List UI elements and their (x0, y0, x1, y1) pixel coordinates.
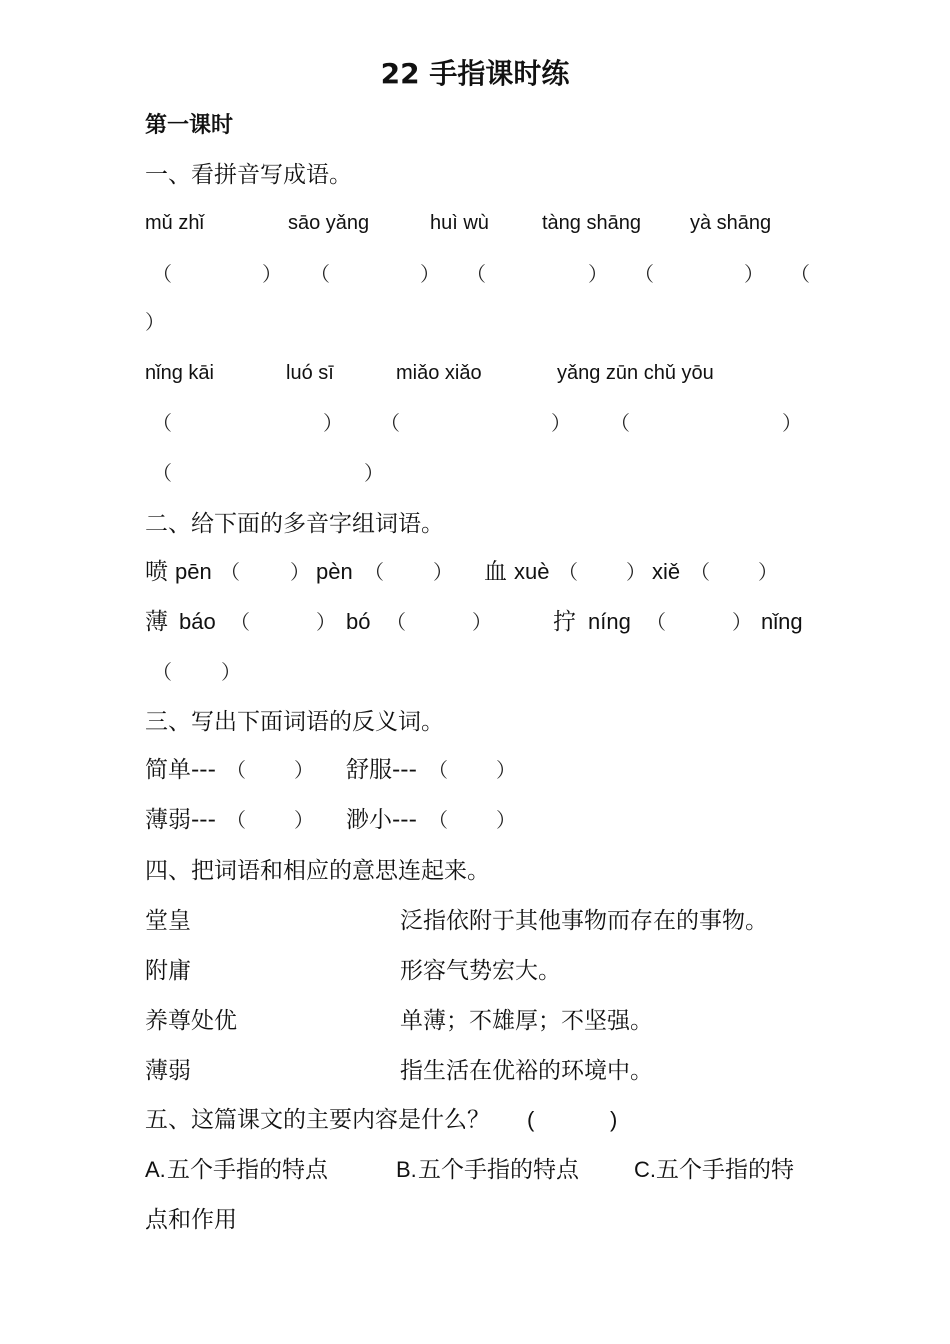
answer-blank-open: （ (226, 808, 246, 832)
answer-blank-open: （ (220, 560, 240, 584)
match-meaning: 泛指依附于其他事物而存在的事物。 (400, 908, 768, 934)
answer-blank-close: ） (290, 560, 310, 584)
answer-blank-open: （ (226, 758, 246, 782)
answer-blank-open: （ (466, 262, 486, 286)
pinyin-ning1: níng (588, 609, 631, 634)
option-c-letter: C. (634, 1157, 656, 1182)
answer-blank-open: （ (152, 411, 172, 435)
match-meaning: 单薄；不雄厚；不坚强。 (400, 1008, 653, 1034)
pinyin-pen2: pèn (316, 559, 353, 584)
answer-blank-close: ） (472, 610, 492, 634)
answer-blank-open: （ (610, 411, 630, 435)
pinyin-huiwu: huì wù (430, 212, 489, 234)
answer-blank-close: ） (294, 758, 314, 782)
pinyin-ningkai: nǐng kāi (145, 362, 214, 384)
answer-blank-open: （ (790, 262, 810, 286)
answer-blank-open: （ (230, 610, 250, 634)
answer-blank-open: （ (152, 660, 172, 684)
pinyin-saoyang: sāo yǎng (288, 212, 370, 234)
option-a-letter: A. (145, 1157, 166, 1182)
char-ning: 拧 (553, 609, 576, 635)
option-c-text-continued: 点和作用 (145, 1207, 237, 1233)
answer-blank-close: ） (496, 758, 516, 782)
pinyin-luosi: luó sī (286, 362, 334, 384)
page-title: 22 手指课时练 (380, 57, 570, 90)
answer-blank-open: （ (558, 560, 578, 584)
antonym-word-miaoxiao: 渺小--- (346, 807, 417, 833)
section-5-heading: 五、这篇课文的主要内容是什么？ (145, 1107, 490, 1133)
answer-blank-open: （ (152, 461, 172, 485)
answer-blank-open: （ (690, 560, 710, 584)
answer-blank-open: （ (646, 610, 666, 634)
option-a-text: 五个手指的特点 (167, 1157, 328, 1183)
answer-blank-close: ） (588, 262, 608, 286)
pinyin-xue1: xuè (514, 559, 550, 584)
pinyin-yangzunchuyou: yǎng zūn chǔ yōu (557, 362, 714, 384)
answer-blank-close: ） (420, 262, 440, 286)
answer-blank-open: （ (380, 411, 400, 435)
answer-blank-open: （ (310, 262, 330, 286)
pinyin-yashang: yà shāng (690, 212, 772, 234)
match-meaning: 指生活在优裕的环境中。 (400, 1058, 653, 1084)
pinyin-tangshang: tàng shāng (542, 212, 641, 234)
option-b-letter: B. (396, 1157, 417, 1182)
answer-blank-close: ） (551, 411, 571, 435)
answer-blank-close: ） (758, 560, 778, 584)
answer-blank-close: ） (433, 560, 453, 584)
antonym-word-boruo: 薄弱--- (145, 807, 216, 833)
answer-blank-close: ） (782, 411, 802, 435)
match-word: 薄弱 (145, 1058, 191, 1084)
char-pen: 喷 (145, 559, 168, 585)
answer-blank-close: ） (626, 560, 646, 584)
pinyin-muzhi: mǔ zhǐ (145, 212, 204, 234)
answer-blank-close: ） (262, 262, 282, 286)
section-1-heading: 一、看拼音写成语。 (145, 162, 352, 188)
answer-blank-close: ） (323, 411, 343, 435)
char-bao: 薄 (145, 609, 168, 635)
answer-blank-close: ） (294, 808, 314, 832)
pinyin-xue2: xiě (652, 559, 681, 584)
answer-blank-close: ） (316, 610, 336, 634)
lesson-label: 第一课时 (145, 113, 234, 138)
pinyin-bao1: báo (179, 609, 216, 634)
answer-blank-open: （ (364, 560, 384, 584)
answer-blank-close: ） (732, 610, 752, 634)
answer-blank-close: ） (364, 461, 384, 485)
match-word: 养尊处优 (145, 1008, 237, 1034)
pinyin-bao2: bó (346, 609, 371, 634)
answer-blank-open: ( (527, 1107, 535, 1132)
option-b-text: 五个手指的特点 (418, 1157, 579, 1183)
pinyin-miaoxiao: miǎo xiǎo (396, 362, 482, 384)
section-4-heading: 四、把词语和相应的意思连起来。 (145, 858, 490, 884)
match-meaning: 形容气势宏大。 (400, 958, 561, 984)
antonym-word-jiandan: 简单--- (145, 757, 216, 783)
antonym-word-shufu: 舒服--- (346, 757, 417, 783)
section-3-heading: 三、写出下面词语的反义词。 (145, 709, 444, 735)
section-2-heading: 二、给下面的多音字组词语。 (145, 511, 444, 537)
answer-blank-close: ） (221, 660, 241, 684)
answer-blank-close: ) (610, 1107, 618, 1132)
match-word: 附庸 (145, 958, 191, 984)
answer-blank-close: ） (744, 262, 764, 286)
answer-blank-open: （ (634, 262, 654, 286)
pinyin-ning2: nǐng (761, 609, 803, 634)
match-word: 堂皇 (145, 908, 191, 934)
answer-blank-close: ） (145, 310, 165, 334)
answer-blank-close: ） (496, 808, 516, 832)
answer-blank-open: （ (428, 758, 448, 782)
answer-blank-open: （ (152, 262, 172, 286)
pinyin-pen1: pēn (175, 559, 212, 584)
option-c-text: 五个手指的特 (656, 1157, 794, 1183)
char-xue: 血 (484, 559, 507, 585)
answer-blank-open: （ (428, 808, 448, 832)
answer-blank-open: （ (386, 610, 406, 634)
